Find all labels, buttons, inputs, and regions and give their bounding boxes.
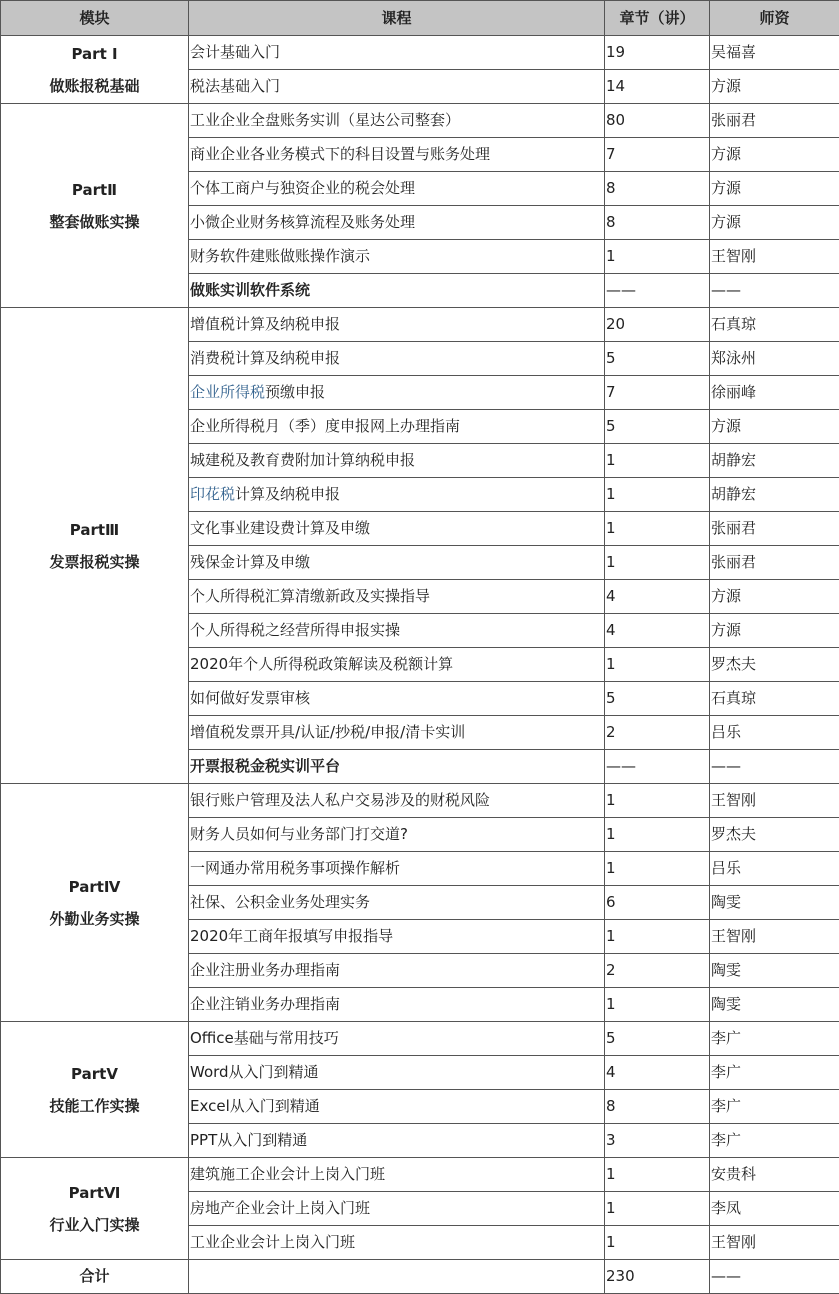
course-name: 税法基础入门 [190,77,281,95]
teacher-cell: 张丽君 [710,512,839,546]
course-name: 残保金计算及申缴 [190,553,311,571]
course-cell [189,682,605,716]
module-cell [1,36,189,104]
course-cell [189,376,605,410]
teacher-cell: 方源 [710,410,839,444]
course-cell [189,172,605,206]
course-cell [189,1056,605,1090]
chapters-cell: 1 [605,1226,710,1260]
course-name: 企业注销业务办理指南 [190,995,341,1013]
course-name: Word从入门到精通 [190,1063,319,1081]
course-name: 文化事业建设费计算及申缴 [190,519,371,537]
chapters-cell: 1 [605,648,710,682]
chapters-cell: 4 [605,614,710,648]
module-name: 外勤业务实操 [49,909,140,928]
teacher-cell: 方源 [710,580,839,614]
teacher-cell: 陶雯 [710,886,839,920]
teacher-cell: 徐丽峰 [710,376,839,410]
chapters-cell: 8 [605,1090,710,1124]
header-teacher: 师资 [710,1,839,36]
module-cell [1,1158,189,1260]
header-row [1,1,839,36]
course-cell [189,750,605,784]
course-name: 个人所得税之经营所得申报实操 [190,621,401,639]
course-cell [189,104,605,138]
module-part-label: PartⅣ [68,877,121,896]
chapters-cell: 8 [605,172,710,206]
header-chapters: 章节（讲） [605,1,710,36]
module-part-label: PartⅡ [71,180,118,199]
course-cell [189,1226,605,1260]
course-name: 社保、公积金业务处理实务 [190,893,371,911]
teacher-cell: 王智刚 [710,240,839,274]
chapters-cell: 5 [605,342,710,376]
course-cell [189,614,605,648]
course-name: 如何做好发票审核 [190,689,311,707]
chapters-cell: 1 [605,444,710,478]
teacher-cell: 吕乐 [710,852,839,886]
course-name: 工业企业会计上岗入门班 [190,1233,356,1251]
teacher-cell: 方源 [710,172,839,206]
course-highlight-text: 企业所得税 [190,383,266,401]
teacher-cell: 李凤 [710,1192,839,1226]
teacher-cell: 方源 [710,614,839,648]
course-name: 一网通办常用税务事项操作解析 [190,859,401,877]
course-cell [189,852,605,886]
teacher-cell: 方源 [710,138,839,172]
course-cell [189,988,605,1022]
module-name: 做账报税基础 [49,76,140,95]
teacher-cell: 郑泳州 [710,342,839,376]
course-name: 开票报税金税实训平台 [190,757,341,775]
chapters-cell: 1 [605,546,710,580]
module-part-label: PartⅥ [68,1183,121,1202]
total-label: 合计 [1,1260,189,1294]
course-name: 工业企业全盘账务实训（星达公司整套） [190,111,461,129]
course-cell [189,512,605,546]
module-cell [1,784,189,1022]
table-row [1,36,839,70]
total-course-cell [189,1260,605,1294]
chapters-cell: 2 [605,954,710,988]
course-cell [189,784,605,818]
course-name: 财务人员如何与业务部门打交道? [190,825,408,843]
chapters-cell: 1 [605,784,710,818]
course-name: PPT从入门到精通 [190,1131,308,1149]
module-cell [1,104,189,308]
chapters-cell: 7 [605,376,710,410]
course-name: 个人所得税汇算清缴新政及实操指导 [190,587,431,605]
course-name: 2020年工商年报填写申报指导 [190,927,394,945]
chapters-cell: 8 [605,206,710,240]
chapters-cell: 5 [605,1022,710,1056]
table-row [1,104,839,138]
module-name: 技能工作实操 [49,1096,140,1115]
chapters-cell: 1 [605,512,710,546]
course-cell [189,240,605,274]
course-name: 企业所得税月（季）度申报网上办理指南 [190,417,461,435]
teacher-cell: 陶雯 [710,954,839,988]
course-cell [189,648,605,682]
chapters-cell: 2 [605,716,710,750]
course-cell [189,444,605,478]
chapters-cell: 80 [605,104,710,138]
course-highlight-text: 印花税 [190,485,236,503]
course-cell [189,954,605,988]
teacher-cell: 方源 [710,206,839,240]
teacher-cell: 胡静宏 [710,478,839,512]
course-cell [189,818,605,852]
header-module: 模块 [1,1,189,36]
teacher-cell: 张丽君 [710,104,839,138]
course-cell [189,886,605,920]
teacher-cell: 王智刚 [710,1226,839,1260]
chapters-cell: 3 [605,1124,710,1158]
table-row [1,1022,839,1056]
module-name: 行业入门实操 [49,1215,140,1234]
teacher-cell: 李广 [710,1056,839,1090]
course-name: 做账实训软件系统 [190,281,311,299]
module-cell [1,308,189,784]
teacher-cell: 安贵科 [710,1158,839,1192]
course-cell [189,580,605,614]
teacher-cell: 李广 [710,1022,839,1056]
total-chapters: 230 [605,1260,710,1294]
course-name: 会计基础入门 [190,43,281,61]
course-cell [189,308,605,342]
course-cell [189,70,605,104]
course-name: 增值税发票开具/认证/抄税/申报/清卡实训 [190,723,466,741]
table-row [1,1158,839,1192]
course-name: Office基础与常用技巧 [190,1029,339,1047]
course-name: Excel从入门到精通 [190,1097,320,1115]
chapters-cell: 4 [605,580,710,614]
teacher-cell: 张丽君 [710,546,839,580]
teacher-cell: 石真琼 [710,308,839,342]
course-cell [189,1022,605,1056]
course-name: 预缴申报 [265,383,326,401]
table-body [1,36,839,1294]
header-course: 课程 [189,1,605,36]
chapters-cell: 1 [605,852,710,886]
module-part-label: Part Ⅰ [71,44,118,63]
chapters-cell: 1 [605,1158,710,1192]
course-name: 银行账户管理及法人私户交易涉及的财税风险 [190,791,491,809]
course-name: 增值税计算及纳税申报 [190,315,341,333]
module-part-label: PartⅢ [69,520,120,539]
course-cell [189,1192,605,1226]
chapters-cell: 1 [605,478,710,512]
course-cell [189,138,605,172]
chapters-cell: 6 [605,886,710,920]
module-name: 整套做账实操 [49,212,140,231]
total-row [1,1260,839,1294]
chapters-cell: 4 [605,1056,710,1090]
course-cell [189,36,605,70]
course-cell [189,342,605,376]
chapters-cell: 5 [605,682,710,716]
course-name: 消费税计算及纳税申报 [190,349,341,367]
chapters-cell: 1 [605,920,710,954]
teacher-cell: —— [710,750,839,784]
course-cell [189,274,605,308]
teacher-cell: 吴福喜 [710,36,839,70]
course-cell [189,716,605,750]
chapters-cell: 1 [605,240,710,274]
module-name: 发票报税实操 [49,552,140,571]
teacher-cell: 石真琼 [710,682,839,716]
course-name: 计算及纳税申报 [235,485,341,503]
chapters-cell: —— [605,750,710,784]
teacher-cell: 吕乐 [710,716,839,750]
chapters-cell: 1 [605,988,710,1022]
teacher-cell: 李广 [710,1090,839,1124]
course-name: 小微企业财务核算流程及账务处理 [190,213,416,231]
teacher-cell: —— [710,274,839,308]
course-name: 房地产企业会计上岗入门班 [190,1199,371,1217]
teacher-cell: 罗杰夫 [710,648,839,682]
course-name: 2020年个人所得税政策解读及税额计算 [190,655,454,673]
course-cell [189,920,605,954]
teacher-cell: 方源 [710,70,839,104]
chapters-cell: 14 [605,70,710,104]
chapters-cell: 5 [605,410,710,444]
course-name: 企业注册业务办理指南 [190,961,341,979]
course-name: 商业企业各业务模式下的科目设置与账务处理 [190,145,491,163]
table-row [1,308,839,342]
module-cell [1,1022,189,1158]
module-part-label: PartⅤ [71,1064,118,1083]
course-cell [189,206,605,240]
teacher-cell: 罗杰夫 [710,818,839,852]
teacher-cell: 胡静宏 [710,444,839,478]
course-name: 建筑施工企业会计上岗入门班 [190,1165,386,1183]
chapters-cell: —— [605,274,710,308]
chapters-cell: 20 [605,308,710,342]
teacher-cell: 王智刚 [710,784,839,818]
course-name: 个体工商户与独资企业的税会处理 [190,179,416,197]
chapters-cell: 19 [605,36,710,70]
course-cell [189,1158,605,1192]
chapters-cell: 7 [605,138,710,172]
course-cell [189,478,605,512]
teacher-cell: 陶雯 [710,988,839,1022]
course-cell [189,546,605,580]
teacher-cell: 李广 [710,1124,839,1158]
chapters-cell: 1 [605,818,710,852]
course-name: 城建税及教育费附加计算纳税申报 [190,451,416,469]
chapters-cell: 1 [605,1192,710,1226]
teacher-cell: 王智刚 [710,920,839,954]
course-name: 财务软件建账做账操作演示 [190,247,371,265]
course-cell [189,410,605,444]
total-teacher: —— [710,1260,839,1294]
course-cell [189,1124,605,1158]
table-row [1,784,839,818]
course-cell [189,1090,605,1124]
